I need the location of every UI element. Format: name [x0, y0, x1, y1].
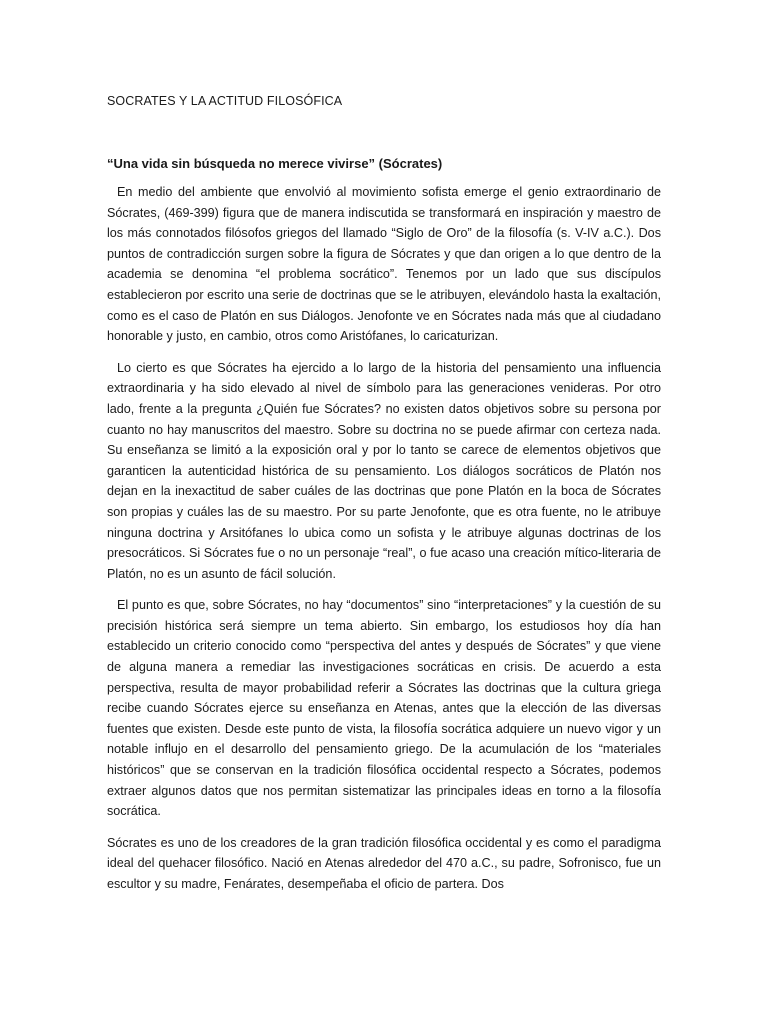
document-page	[107, 92, 661, 906]
document-title: SOCRATES Y LA ACTITUD FILOSÓFICA	[107, 94, 343, 108]
paragraph: Lo cierto es que Sócrates ha ejercido a lo largo de la historia del pensamiento una influencia extraordinaria y ha sido elevado al nivel de símbolo para las generaciones venideras. Por otro lado, frente a la pregunta ¿Quién fue Sócrates? no existen datos objetivos sobre su persona por cuanto no hay manuscritos del maestro. Sobre su doctrina no se puede afirmar con certeza nada. Su enseñanza se limitó a la exposición oral y por lo tanto se carece de elementos objetivos que garanticen la autenticidad histórica de su pensamiento. Los diálogos socráticos de Platón nos dejan en la inexactitud de saber cuáles de las doctrinas que pone Platón en la boca de Sócrates son propias y cuáles las de su maestro. Por su parte Jenofonte, que es otra fuente, no le atribuye ninguna doctrina y Arsitófanes lo ubica como un sofista y le atribuye algunas doctrinas de los presocráticos. Si Sócrates fue o no un personaje “real”, o fue acaso una creación mítico-literaria de Platón, no es un asunto de fácil solución.	[107, 360, 661, 581]
paragraph: En medio del ambiente que envolvió al movimiento sofista emerge el genio extraordinario de Sócrates, (469-399) figura que de manera indiscutida se transformará en inspiración y maestro de los más connotados filósofos griegos del llamado “Siglo de Oro” de la filosofía (s. V-IV a.C.). Dos puntos de contradicción surgen sobre la figura de Sócrates y que dan origen a lo que dentro de la academia se denomina “el problema socrático”. Tenemos por un lado que sus discípulos establecieron por escrito una serie de doctrinas que se le atribuyen, elevándolo hasta la exaltación, como es el caso de Platón en sus Diálogos. Jenofonte ve en Sócrates nada más que al ciudadano honorable y justo, en cambio, otros como Aristófanes, lo caricaturizan.	[107, 185, 661, 344]
paragraph: El punto es que, sobre Sócrates, no hay “documentos” sino “interpretaciones” y la cuestión de su precisión histórica será siempre un tema abierto. Sin embargo, los estudiosos hoy día han establecido un criterio conocido como “perspectiva del antes y después de Sócrates” y que viene de alguna manera a remediar las investigaciones socráticas en crisis. De acuerdo a esta perspectiva, resulta de mayor probabilidad referir a Sócrates las doctrinas que la cultura griega recibe cuando Sócrates ejerce su enseñanza en Atenas, antes que la elección de las diversas fuentes que existen. Desde este punto de vista, la filosofía socrática adquiere un nuevo vigor y un notable influjo en el desarrollo del pensamiento griego. De la acumulación de los “materiales históricos” que se conservan en la tradición filosófica occidental respecto a Sócrates, podemos extraer algunos datos que nos permitan sistematizar las principales ideas en torno a la filosofía socrática.	[107, 598, 661, 819]
paragraph: Sócrates es uno de los creadores de la gran tradición filosófica occidental y es como el paradigma ideal del quehacer filosófico. Nació en Atenas alrededor del 470 a.C., su padre, Sofronisco, fue un escultor y su madre, Fenárates, desempeñaba el oficio de partera. Dos	[107, 835, 661, 891]
epigraph-quote: “Una vida sin búsqueda no merece vivirse” (Sócrates)	[107, 156, 443, 171]
